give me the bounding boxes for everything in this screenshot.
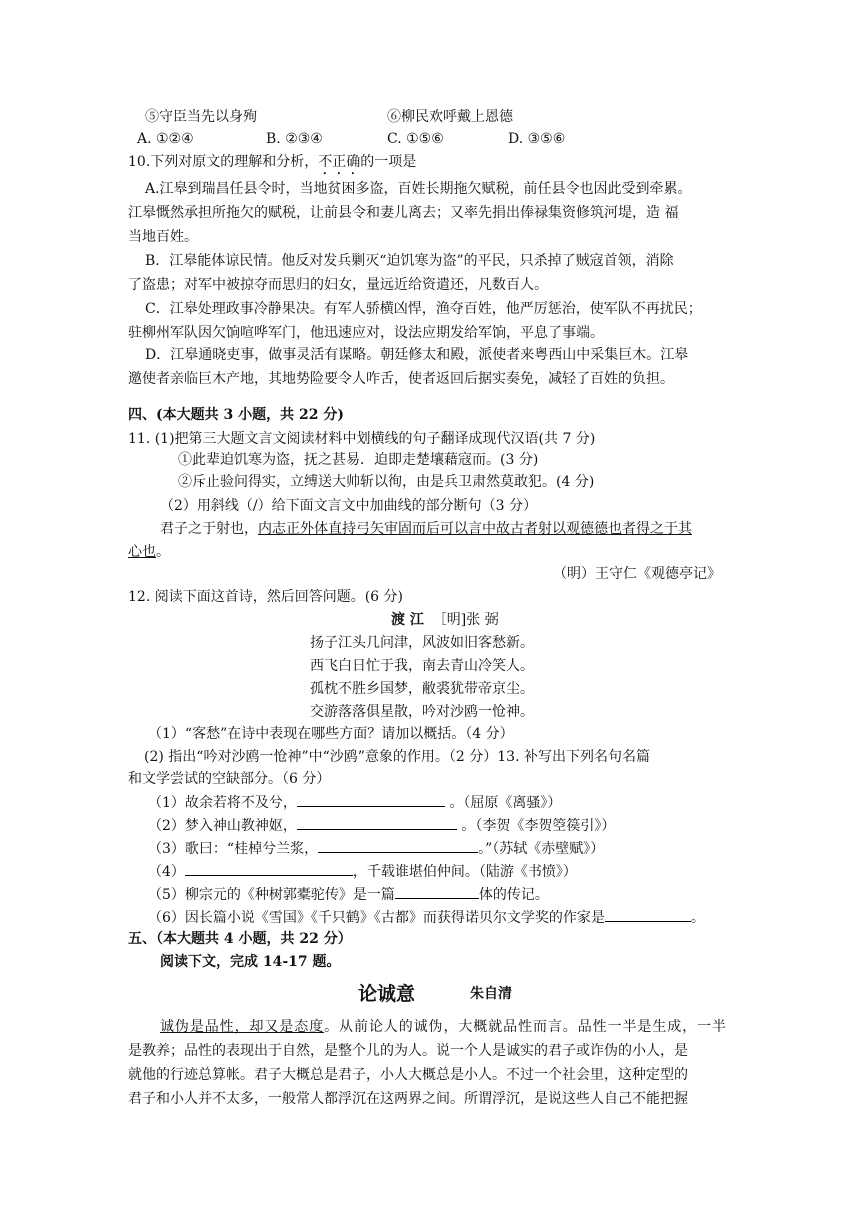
q10-b-line-2: 了盗患；对军中被掠夺而思归的妇女，量远近给资遣还，凡数百人。 xyxy=(128,277,548,293)
section-5-heading: 五、（本大题共 4 小题，共 22 分） xyxy=(128,931,352,947)
essay-author: 朱自清 xyxy=(470,986,512,1002)
q13-item-5-pre: （5）柳宗元的《种树郭橐驼传》是一篇 xyxy=(148,887,395,903)
q13-item-1-pre: （1）故余若将不及兮， xyxy=(148,795,297,811)
essay-paragraph-line-1 xyxy=(160,1018,726,1036)
poem-line-2: 西飞白日忙于我，南去青山冷笑人。 xyxy=(310,658,534,674)
q11-passage-end: 。 xyxy=(156,544,170,560)
essay-line-1-rest: 。从前论人的诚伪，大概就品性而言。品性一半是生成，一半 xyxy=(324,1019,726,1035)
q10-a-line-3: 当地百姓。 xyxy=(128,229,198,245)
q13-blank-5[interactable] xyxy=(395,885,479,899)
q11-source: （明）王守仁《观德亭记》 xyxy=(553,566,721,582)
q11-stem: 11. (1)把第三大题文言文阅读材料中划横线的句子翻译成现代汉语(共 7 分) xyxy=(128,431,596,447)
q10-b-line-1: B．江皋能体谅民情。他反对发兵剿灭“迫饥寒为盗”的平民，只杀掉了贼寇首领，消除 xyxy=(145,253,674,269)
q13-item-3 xyxy=(148,839,604,858)
q9-choice-d: D. ③⑤⑥ xyxy=(508,131,566,147)
q11-sentence-2: ②斥止验问得实，立缚送大帅斩以徇，由是兵卫肃然莫敢犯。(4 分) xyxy=(178,474,595,490)
q11-part-2: （2）用斜线（/）给下面文言文中加曲线的部分断句（3 分） xyxy=(160,498,537,514)
q10-c-line-2: 驻柳州军队因欠饷喧哗军门，他迅速应对，设法应期发给军饷，平息了事端。 xyxy=(128,325,604,341)
q10-stem-emphasis: 不正确 xyxy=(318,154,361,170)
q9-choice-a: A. ①②④ xyxy=(137,131,194,147)
q13-stem-continuation: 和文学尝试的空缺部分。（6 分） xyxy=(128,771,331,787)
q11-passage-pre: 君子之于射也， xyxy=(160,521,258,537)
q13-blank-1[interactable] xyxy=(297,793,445,807)
q13-item-2-pre: （2）梦入神山教神妪， xyxy=(148,818,297,834)
q13-item-5 xyxy=(148,885,549,904)
q11-passage-line-2 xyxy=(128,543,170,561)
essay-paragraph-line-3: 就他的行迹总算帐。君子大概总是君子，小人大概总是小人。不过一个社会里，这种定型的 xyxy=(128,1067,688,1083)
q13-item-4-post: ，千载谁堪伯仲间。（陆游《书愤》） xyxy=(352,864,577,880)
section-5-instruction: 阅读下文，完成 14-17 题。 xyxy=(160,954,341,970)
q13-blank-2[interactable] xyxy=(297,816,457,830)
essay-underlined-phrase: 诚伪是品性，却又是态度 xyxy=(160,1019,325,1035)
q13-item-3-post: 。”（苏轼《赤壁赋》） xyxy=(478,841,605,857)
q9-option-6: ⑥柳民欢呼戴上恩德 xyxy=(387,109,513,125)
q13-item-1-post: 。（屈原《离骚》） xyxy=(444,795,562,811)
q9-choice-c: C. ①⑤⑥ xyxy=(387,131,444,147)
essay-paragraph-line-4: 君子和小人并不太多，一般常人都浮沉在这两界之间。所谓浮沉，是说这些人自己不能把握 xyxy=(128,1091,688,1107)
q12-part-1: （1）“客愁”在诗中表现在哪些方面？请加以概括。（4 分） xyxy=(148,726,514,742)
q13-item-1 xyxy=(148,793,561,812)
q13-item-5-post: 体的传记。 xyxy=(478,887,549,903)
q10-d-line-2: 邀使者亲临巨木产地，其地势险要令人咋舌，使者返回后据实奏免，减轻了百姓的负担。 xyxy=(128,371,674,387)
q9-choice-b: B. ②③④ xyxy=(266,131,323,147)
q10-c-line-1: C．江皋处理政事冷静果决。有军人骄横凶悍，渔夺百姓，他严厉惩治，使军队不再扰民； xyxy=(145,301,702,317)
q10-stem-pre: 10.下列对原文的理解和分析， xyxy=(128,154,319,170)
q13-item-6-pre: （6）因长篇小说《雪国》《千只鹤》《古都》而获得诺贝尔文学奖的作家是 xyxy=(148,910,605,926)
poem-line-4: 交游落落俱星散，吟对沙鸥一怆神。 xyxy=(310,704,534,720)
q11-passage-underlined-1: 内志正外体直持弓矢审固而后可以言中故古者射以观德德也者得之于其 xyxy=(258,521,692,537)
poem-line-1: 扬子江头几问津，风波如旧客愁新。 xyxy=(310,635,534,651)
q13-item-3-pre: （3）歌曰：“桂棹兮兰浆， xyxy=(148,841,319,857)
q13-item-6 xyxy=(148,908,705,927)
q10-a-line-2: 江皋慨然承担所拖欠的赋税，让前县令和妻儿离去；又率先捐出俸禄集资修筑河堤，造 福 xyxy=(128,205,679,221)
q11-sentence-1: ①此辈迫饥寒为盗，抚之甚易．迫即走楚壤藉寇而。(3 分) xyxy=(178,452,539,468)
q11-passage-underlined-2: 心也 xyxy=(128,544,156,560)
q9-option-5: ⑤守臣当先以身殉 xyxy=(145,109,257,125)
poem-line-3: 孤枕不胜乡国梦，敝裘犹带帝京尘。 xyxy=(310,681,534,697)
q13-item-2 xyxy=(148,816,615,835)
q12-stem: 12. 阅读下面这首诗，然后回答问题。(6 分) xyxy=(128,589,403,605)
essay-paragraph-line-2: 是教养；品性的表现出于自然，是整个儿的为人。说一个人是诚实的君子或诈伪的小人，是 xyxy=(128,1043,688,1059)
poem-title: 渡 江 xyxy=(391,612,424,628)
q10-stem xyxy=(128,153,416,178)
essay-title: 论诚意 xyxy=(358,983,416,1005)
q10-d-line-1: D．江皋通晓吏事，做事灵活有谋略。朝廷修太和殿，派使者来粤西山中采集巨木。江皋 xyxy=(145,347,689,363)
q13-item-4 xyxy=(148,862,577,881)
q10-stem-post: 的一项是 xyxy=(360,154,417,170)
poem-title-line xyxy=(391,611,499,629)
poem-author: ［明]张 弼 xyxy=(432,612,499,628)
q12-part-2: (2) 指出“吟对沙鸥一怆神”中“沙鸥”意象的作用。（2 分）13. 补写出下列名句名篇 xyxy=(144,749,650,765)
q13-item-4-pre: （4） xyxy=(148,864,185,880)
q11-passage-line-1 xyxy=(160,520,692,538)
q13-blank-6[interactable] xyxy=(605,908,691,922)
q10-a-line-1: A.江皋到瑞昌任县令时，当地贫困多盗，百姓长期拖欠赋税，前任县令也因此受到牵累。 xyxy=(145,181,692,197)
q13-item-2-post: 。（李贺《李贺箜篌引》） xyxy=(456,818,616,834)
section-4-heading: 四、(本大题共 3 小题，共 22 分) xyxy=(128,407,344,423)
q13-item-6-post: 。 xyxy=(690,910,705,926)
q13-blank-3[interactable] xyxy=(318,839,478,853)
q13-blank-4[interactable] xyxy=(185,862,353,876)
